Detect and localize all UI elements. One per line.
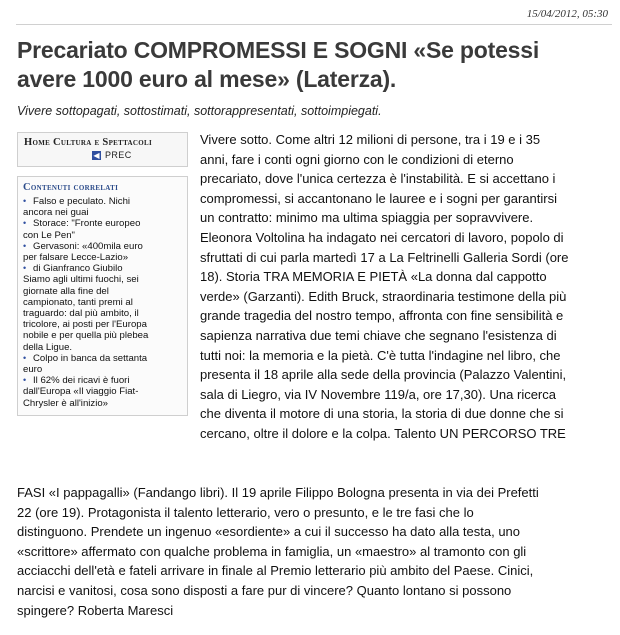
body-line: precariato, dove l'unica certezza è l'instabilità. E si accettano i [200, 171, 556, 187]
related-link-label: Storace: "Fronte europeo [33, 218, 141, 230]
article-subtitle: Vivere sottopagati, sottostimati, sottorappresentati, sottoimpiegati. [17, 104, 382, 118]
related-link-label: Chrysler è all'inizio» [23, 397, 109, 409]
related-link-label: di Gianfranco Giubilo [33, 263, 123, 275]
related-link-label: dall'Europa «Il viaggio Fiat- [23, 386, 139, 398]
bullet-icon: • [23, 196, 27, 206]
body-line: verde» (Garzanti). Edith Bruck, straordinaria testimone della più [200, 288, 567, 304]
related-link-text[interactable] [23, 364, 181, 375]
sidebar [17, 132, 188, 416]
related-title: Contenuti correlati [23, 182, 119, 193]
arrow-left-icon: ◀ [93, 150, 100, 160]
related-link-label: per falsare Lecce-Lazio» [23, 252, 129, 264]
title-line: avere 1000 euro al mese» (Laterza). [17, 66, 397, 92]
related-link-text[interactable] [23, 274, 181, 285]
body-line: che diventa il motore di una storia, la storia di due donne che si [200, 406, 564, 422]
related-link-text[interactable] [23, 386, 181, 397]
related-link-label: nobile e per quella più plebea [23, 330, 149, 342]
related-link-item[interactable] [23, 375, 181, 386]
related-link-label: euro [23, 364, 43, 376]
body-line: 18). Storia TRA MEMORIA E PIETÀ «La donna dal cappotto [200, 269, 547, 285]
body-line: un contratto: minimo ma ultima spiaggia per sopravvivere. [200, 210, 534, 226]
related-link-text[interactable] [23, 297, 181, 308]
body-line: tutti noi: la memoria e la pietà. C'è tutta l'indagine nel libro, che [200, 347, 561, 363]
related-link-label: tricolore, ai posti per l'Europa [23, 319, 147, 331]
related-link-label: Colpo in banca da settanta [33, 352, 148, 364]
related-link-label: ancora nei guai [23, 207, 89, 219]
body-line: spingere? Roberta Maresci [17, 602, 174, 618]
section-nav-box [17, 132, 188, 167]
title-line: Precariato COMPROMESSI E SOGNI «Se potessi [17, 37, 540, 63]
related-link-label: traguardo: dal più ambito, il [23, 308, 139, 320]
related-link-item[interactable] [23, 196, 181, 207]
related-link-label: Gervasoni: «400mila euro [33, 240, 143, 252]
body-line: acciacchi dell'età e fateli arrivare in finale al Premio letterario più ambito del Paese. Cinici, [17, 563, 534, 579]
related-content-box [17, 176, 188, 416]
body-line: FASI «I pappagalli» (Fandango libri). Il 19 aprile Filippo Bologna presenta in via dei Prefetti [17, 485, 539, 500]
bullet-icon: • [23, 218, 27, 229]
related-link-text[interactable] [23, 330, 181, 341]
body-line: presenta il 18 aprile alla sede della provincia (Palazzo Valentini, [200, 367, 567, 383]
related-link-text[interactable] [23, 252, 181, 263]
related-link-label: campionato, tanti premi al [23, 296, 133, 308]
bullet-icon: • [23, 375, 27, 386]
related-link-item[interactable] [23, 353, 181, 364]
body-line: Eleonora Voltolina ha indagato nei cercatori di lavoro, popolo di [200, 229, 564, 245]
body-line: distinguono. Prendete un ingenuo «esordiente» a cui il successo ha dato alla testa, uno [17, 524, 521, 540]
article-body-main [200, 130, 610, 444]
related-link-label: giornate alla fine del [23, 285, 109, 297]
body-line: compromessi, si accantonano le lauree e i sogni per garantirsi [200, 190, 557, 206]
article-title [17, 36, 613, 94]
related-link-label: Il 62% dei ricavi è fuori [33, 375, 130, 387]
article-body-continued [17, 483, 613, 620]
bullet-icon: • [23, 352, 27, 363]
prev-label: PREC [105, 150, 132, 160]
body-line: grande tragedia del nostro tempo, affronta con fine sensibilità e [200, 308, 564, 324]
body-line: cercano, oltre il dolore e la colpa. Talento UN PERCORSO TRE [200, 425, 566, 441]
related-link-text[interactable] [23, 207, 181, 218]
related-link-label: Falso e peculato. Nichi [33, 196, 131, 207]
related-link-text[interactable] [23, 319, 181, 330]
related-link-text[interactable] [23, 342, 181, 353]
related-link-text[interactable] [23, 398, 181, 409]
body-line: 22 (ore 19). Protagonista il talento letterario, vero o presunto, e le tre fasi che lo [17, 504, 474, 520]
publish-date: 15/04/2012, 05:30 [526, 8, 608, 20]
related-link-text[interactable] [23, 308, 181, 319]
body-line: sala di Liegro, via IV Novembre 119/a, ore 17,30). Una ricerca [200, 386, 556, 402]
related-link-item[interactable] [23, 218, 181, 229]
bullet-icon: • [23, 263, 27, 274]
related-link-label: della Ligue. [23, 341, 73, 353]
body-line: anni, fare i conti ogni giorno con le condizioni di eterno [200, 151, 514, 167]
related-list [23, 196, 181, 409]
related-link-label: con Le Pen" [23, 229, 75, 241]
related-link-label: Siamo agli ultimi fuochi, sei [23, 274, 139, 286]
top-divider [16, 24, 612, 25]
related-link-item[interactable] [23, 263, 181, 274]
body-line: sfruttati di cui parla martedì 17 a La Feltrinelli Galleria Sordi (ore [200, 249, 569, 265]
bullet-icon: • [23, 240, 27, 251]
body-line: sapienza narrativa due temi chiave che segnano l'esistenza di [200, 327, 557, 343]
related-link-item[interactable] [23, 241, 181, 252]
body-line: Vivere sotto. Come altri 12 milioni di persone, tra i 19 e i 35 [200, 132, 541, 147]
prev-button[interactable] [24, 150, 181, 160]
body-line: narcisi e vanitosi, cosa sono disposti a fare pur di vincere? Quanto lontano si possono [17, 582, 512, 598]
related-link-text[interactable] [23, 230, 181, 241]
body-line: «scrittore» affermato con qualche problema in famiglia, un «maestro» al tramonto con gli [17, 543, 527, 559]
related-link-text[interactable] [23, 286, 181, 297]
section-breadcrumb-link[interactable]: Home Cultura e Spettacoli [24, 137, 152, 148]
